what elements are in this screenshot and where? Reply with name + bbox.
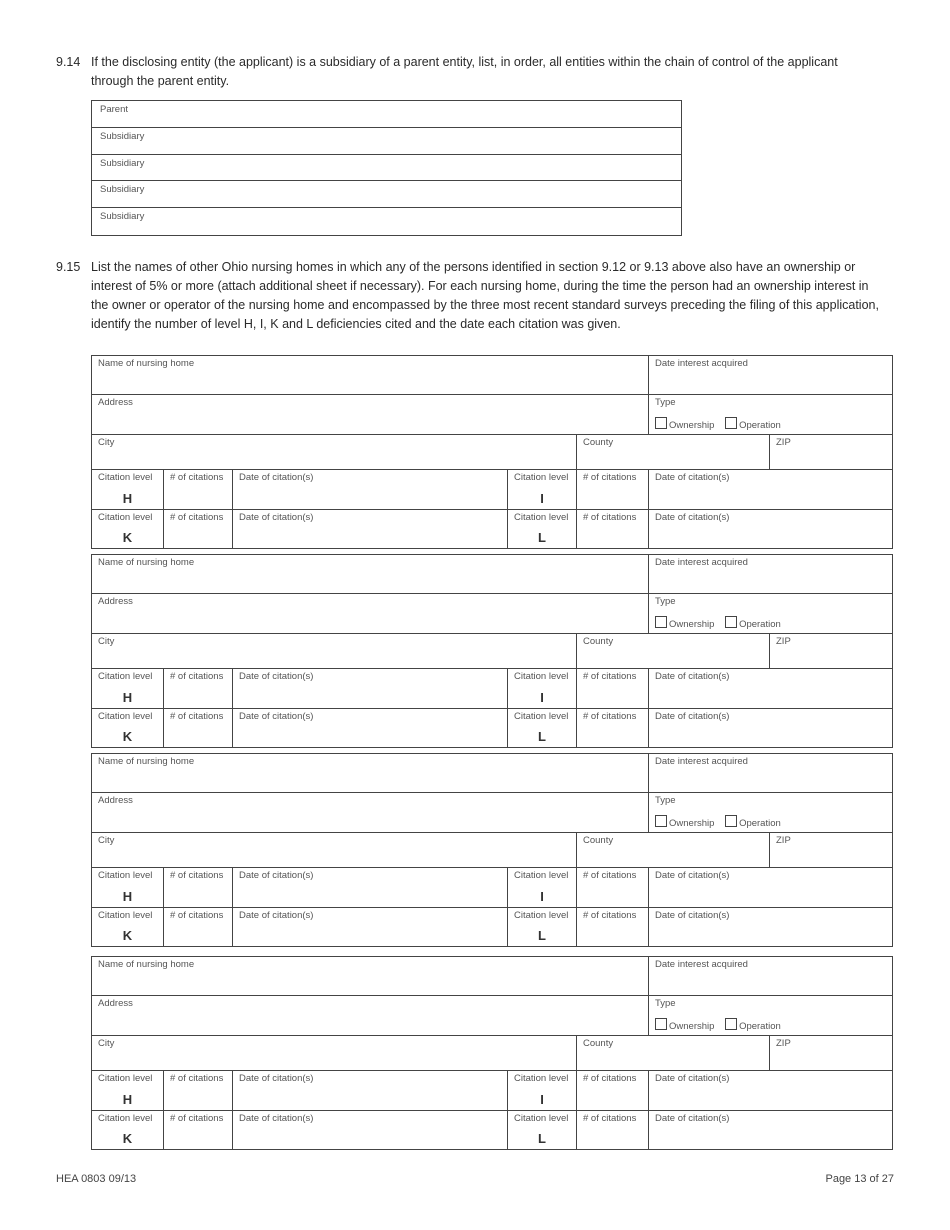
field-label: Date of citation(s)	[655, 1073, 730, 1084]
num-citations-field[interactable]	[576, 470, 648, 509]
chain-row-subsidiary[interactable]	[92, 155, 681, 182]
field-label: # of citations	[583, 910, 637, 921]
field-label: ZIP	[776, 636, 791, 647]
citation-level-cell	[507, 868, 576, 907]
citation-level-cell	[92, 1071, 163, 1110]
date-interest-acquired-field[interactable]	[648, 957, 892, 995]
field-label: # of citations	[583, 870, 637, 881]
num-citations-field[interactable]	[163, 709, 232, 747]
county-field[interactable]	[576, 634, 769, 668]
question-number: 9.15	[56, 260, 81, 274]
citation-level-cell	[92, 470, 163, 509]
citation-level-h: H	[122, 889, 133, 904]
nursing-home-name-field[interactable]	[92, 754, 648, 792]
date-interest-acquired-field[interactable]	[648, 754, 892, 792]
num-citations-field[interactable]	[576, 510, 648, 548]
citation-level-cell	[92, 669, 163, 708]
citation-level-l: L	[538, 928, 546, 943]
city-field[interactable]	[92, 1036, 576, 1070]
field-label: Address	[98, 596, 133, 607]
field-label: # of citations	[170, 1073, 224, 1084]
field-label: Type	[655, 795, 676, 806]
num-citations-field[interactable]	[163, 908, 232, 946]
type-field	[648, 395, 892, 434]
zip-field[interactable]	[769, 833, 892, 867]
field-label: # of citations	[583, 512, 637, 523]
field-label: Date of citation(s)	[239, 1073, 314, 1084]
num-citations-field[interactable]	[576, 709, 648, 747]
field-label: Citation level	[98, 512, 153, 523]
field-label: # of citations	[170, 1113, 224, 1124]
date-of-citations-field[interactable]	[232, 1111, 507, 1149]
date-of-citations-field[interactable]	[648, 470, 892, 509]
citation-level-l: L	[538, 530, 546, 545]
address-field[interactable]	[92, 793, 648, 832]
num-citations-field[interactable]	[163, 510, 232, 548]
field-label: Date interest acquired	[655, 959, 748, 970]
city-field[interactable]	[92, 634, 576, 668]
field-label: Date interest acquired	[655, 756, 748, 767]
date-of-citations-field[interactable]	[232, 669, 507, 708]
citation-level-k: K	[122, 729, 133, 744]
field-label: Date of citation(s)	[239, 671, 314, 682]
operation-option[interactable]	[725, 420, 781, 431]
field-label: County	[583, 437, 614, 448]
ownership-label: Ownership	[669, 818, 715, 829]
operation-checkbox[interactable]	[725, 815, 737, 827]
nursing-home-name-field[interactable]	[92, 957, 648, 995]
field-label: # of citations	[583, 472, 637, 483]
field-label: Address	[98, 998, 133, 1009]
field-label: Date of citation(s)	[655, 1113, 730, 1124]
field-label: Date of citation(s)	[239, 472, 314, 483]
num-citations-field[interactable]	[163, 470, 232, 509]
field-label: City	[98, 835, 115, 846]
operation-checkbox[interactable]	[725, 417, 737, 429]
field-label: Date of citation(s)	[655, 671, 730, 682]
zip-field[interactable]	[769, 634, 892, 668]
citation-level-h: H	[122, 1092, 133, 1107]
type-field	[648, 793, 892, 832]
citation-level-h: H	[122, 690, 133, 705]
nursing-home-name-field[interactable]	[92, 356, 648, 394]
citation-level-cell	[507, 510, 576, 548]
citation-level-cell	[507, 470, 576, 509]
field-label: Citation level	[98, 472, 153, 483]
field-label: City	[98, 437, 115, 448]
chain-of-control-table	[91, 100, 682, 236]
ownership-checkbox[interactable]	[655, 616, 667, 628]
field-label: Citation level	[98, 1073, 153, 1084]
date-of-citations-field[interactable]	[232, 868, 507, 907]
field-label: ZIP	[776, 1038, 791, 1049]
field-label: Citation level	[98, 870, 153, 881]
citation-level-k: K	[122, 928, 133, 943]
operation-checkbox[interactable]	[725, 1018, 737, 1030]
num-citations-field[interactable]	[576, 669, 648, 708]
field-label: # of citations	[170, 671, 224, 682]
field-label: # of citations	[170, 870, 224, 881]
county-field[interactable]	[576, 1036, 769, 1070]
field-label: Citation level	[514, 512, 569, 523]
citation-level-cell	[92, 868, 163, 907]
num-citations-field[interactable]	[163, 868, 232, 907]
operation-label: Operation	[739, 420, 781, 431]
num-citations-field[interactable]	[576, 1111, 648, 1149]
field-label: Date of citation(s)	[239, 512, 314, 523]
field-label: # of citations	[170, 711, 224, 722]
field-label: Citation level	[98, 711, 153, 722]
date-of-citations-field[interactable]	[648, 709, 892, 747]
field-label: Citation level	[514, 711, 569, 722]
field-label: Date of citation(s)	[239, 1113, 314, 1124]
chain-row-label: Subsidiary	[100, 130, 145, 142]
date-interest-acquired-field[interactable]	[648, 356, 892, 394]
chain-row-parent[interactable]	[92, 101, 681, 128]
citation-level-cell	[92, 1111, 163, 1149]
chain-row-label: Parent	[100, 104, 128, 115]
field-label: Date of citation(s)	[239, 870, 314, 881]
field-label: ZIP	[776, 437, 791, 448]
question-text-line: identify the number of level H, I, K and L deficiencies cited and the date each citation was given.	[91, 317, 621, 331]
field-label: Citation level	[514, 910, 569, 921]
field-label: Date of citation(s)	[655, 711, 730, 722]
field-label: Date of citation(s)	[655, 472, 730, 483]
date-of-citations-field[interactable]	[648, 868, 892, 907]
question-text-line: the owner or operator of the nursing home and encompassed by the three most recent standard surveys preceding the filing of this application,	[91, 298, 879, 312]
field-label: Citation level	[514, 1113, 569, 1124]
date-of-citations-field[interactable]	[648, 1111, 892, 1149]
citation-level-k: K	[122, 530, 133, 545]
num-citations-field[interactable]	[576, 1071, 648, 1110]
num-citations-field[interactable]	[163, 669, 232, 708]
nursing-home-block	[91, 753, 893, 947]
operation-label: Operation	[739, 1021, 781, 1032]
ownership-option[interactable]	[655, 420, 714, 431]
address-field[interactable]	[92, 594, 648, 633]
question-text-line: List the names of other Ohio nursing homes in which any of the persons identified in section 9.12 or 9.13 above also have an ownership or	[91, 260, 856, 274]
field-label: Date interest acquired	[655, 358, 748, 369]
type-field	[648, 594, 892, 633]
address-field[interactable]	[92, 395, 648, 434]
chain-row-subsidiary[interactable]	[92, 181, 681, 208]
field-label: Citation level	[514, 1073, 569, 1084]
ownership-label: Ownership	[669, 619, 715, 630]
field-label: City	[98, 636, 115, 647]
num-citations-field[interactable]	[163, 1111, 232, 1149]
field-label: Date of citation(s)	[655, 870, 730, 881]
field-label: # of citations	[583, 1073, 637, 1084]
chain-row-label: Subsidiary	[100, 211, 145, 223]
field-label: Type	[655, 596, 676, 607]
field-label: # of citations	[583, 1113, 637, 1124]
citation-level-cell	[92, 908, 163, 946]
field-label: Citation level	[514, 472, 569, 483]
citation-level-cell	[92, 510, 163, 548]
operation-option[interactable]	[725, 818, 781, 829]
nursing-home-block	[91, 355, 893, 549]
ownership-checkbox[interactable]	[655, 417, 667, 429]
ownership-label: Ownership	[669, 420, 715, 431]
question-text-line: through the parent entity.	[91, 74, 230, 88]
county-field[interactable]	[576, 833, 769, 867]
citation-level-cell	[507, 908, 576, 946]
chain-row-label: Subsidiary	[100, 184, 145, 196]
citation-level-cell	[92, 709, 163, 747]
operation-label: Operation	[739, 619, 781, 630]
field-label: Date interest acquired	[655, 557, 748, 568]
form-id: HEA 0803 09/13	[56, 1173, 137, 1185]
field-label: County	[583, 636, 614, 647]
field-label: Type	[655, 397, 676, 408]
zip-field[interactable]	[769, 1036, 892, 1070]
field-label: Citation level	[514, 671, 569, 682]
field-label: # of citations	[583, 711, 637, 722]
operation-checkbox[interactable]	[725, 616, 737, 628]
field-label: Citation level	[98, 1113, 153, 1124]
date-of-citations-field[interactable]	[232, 709, 507, 747]
num-citations-field[interactable]	[576, 908, 648, 946]
citation-level-h: H	[122, 491, 133, 506]
field-label: Date of citation(s)	[655, 910, 730, 921]
num-citations-field[interactable]	[576, 868, 648, 907]
citation-level-l: L	[538, 1131, 546, 1146]
zip-field[interactable]	[769, 435, 892, 469]
field-label: ZIP	[776, 835, 791, 846]
date-of-citations-field[interactable]	[232, 470, 507, 509]
question-text-line: If the disclosing entity (the applicant) is a subsidiary of a parent entity, list, in order, all entities within the chain of control of the applicant	[91, 55, 838, 69]
ownership-option[interactable]	[655, 619, 714, 630]
citation-level-cell	[507, 1071, 576, 1110]
field-label: Date of citation(s)	[655, 512, 730, 523]
field-label: Citation level	[98, 910, 153, 921]
question-number: 9.14	[56, 55, 81, 69]
date-of-citations-field[interactable]	[232, 908, 507, 946]
field-label: Address	[98, 795, 133, 806]
type-field	[648, 996, 892, 1035]
field-label: # of citations	[170, 512, 224, 523]
field-label: # of citations	[170, 472, 224, 483]
field-label: Name of nursing home	[98, 358, 195, 369]
ownership-label: Ownership	[669, 1021, 715, 1032]
field-label: Date of citation(s)	[239, 910, 314, 921]
city-field[interactable]	[92, 833, 576, 867]
question-text-line: interest of 5% or more (attach additional sheet if necessary). For each nursing home, during the time the person had an ownership interest in	[91, 279, 869, 293]
field-label: County	[583, 1038, 614, 1049]
ownership-option[interactable]	[655, 1021, 714, 1032]
field-label: Name of nursing home	[98, 959, 195, 970]
citation-level-cell	[507, 669, 576, 708]
nursing-home-block	[91, 554, 893, 748]
county-field[interactable]	[576, 435, 769, 469]
date-interest-acquired-field[interactable]	[648, 555, 892, 593]
citation-level-i: I	[540, 1092, 544, 1107]
citation-level-l: L	[538, 729, 546, 744]
field-label: Name of nursing home	[98, 756, 195, 767]
field-label: City	[98, 1038, 115, 1049]
date-of-citations-field[interactable]	[232, 510, 507, 548]
date-of-citations-field[interactable]	[648, 908, 892, 946]
field-label: Citation level	[98, 671, 153, 682]
operation-option[interactable]	[725, 619, 781, 630]
ownership-checkbox[interactable]	[655, 1018, 667, 1030]
date-of-citations-field[interactable]	[232, 1071, 507, 1110]
chain-row-label: Subsidiary	[100, 157, 145, 169]
page-number: Page 13 of 27	[825, 1173, 894, 1185]
field-label: County	[583, 835, 614, 846]
ownership-checkbox[interactable]	[655, 815, 667, 827]
ownership-option[interactable]	[655, 818, 714, 829]
address-field[interactable]	[92, 996, 648, 1035]
citation-level-cell	[507, 1111, 576, 1149]
date-of-citations-field[interactable]	[648, 1071, 892, 1110]
citation-level-i: I	[540, 690, 544, 705]
city-field[interactable]	[92, 435, 576, 469]
citation-level-i: I	[540, 491, 544, 506]
field-label: Name of nursing home	[98, 557, 195, 568]
citation-level-i: I	[540, 889, 544, 904]
field-label: # of citations	[170, 910, 224, 921]
field-label: # of citations	[583, 671, 637, 682]
operation-option[interactable]	[725, 1021, 781, 1032]
citation-level-k: K	[122, 1131, 133, 1146]
chain-row-subsidiary[interactable]	[92, 208, 681, 235]
chain-row-subsidiary[interactable]	[92, 128, 681, 155]
nursing-home-block	[91, 956, 893, 1150]
nursing-home-name-field[interactable]	[92, 555, 648, 593]
field-label: Address	[98, 397, 133, 408]
field-label: Citation level	[514, 870, 569, 881]
field-label: Type	[655, 998, 676, 1009]
field-label: Date of citation(s)	[239, 711, 314, 722]
operation-label: Operation	[739, 818, 781, 829]
date-of-citations-field[interactable]	[648, 669, 892, 708]
date-of-citations-field[interactable]	[648, 510, 892, 548]
num-citations-field[interactable]	[163, 1071, 232, 1110]
citation-level-cell	[507, 709, 576, 747]
